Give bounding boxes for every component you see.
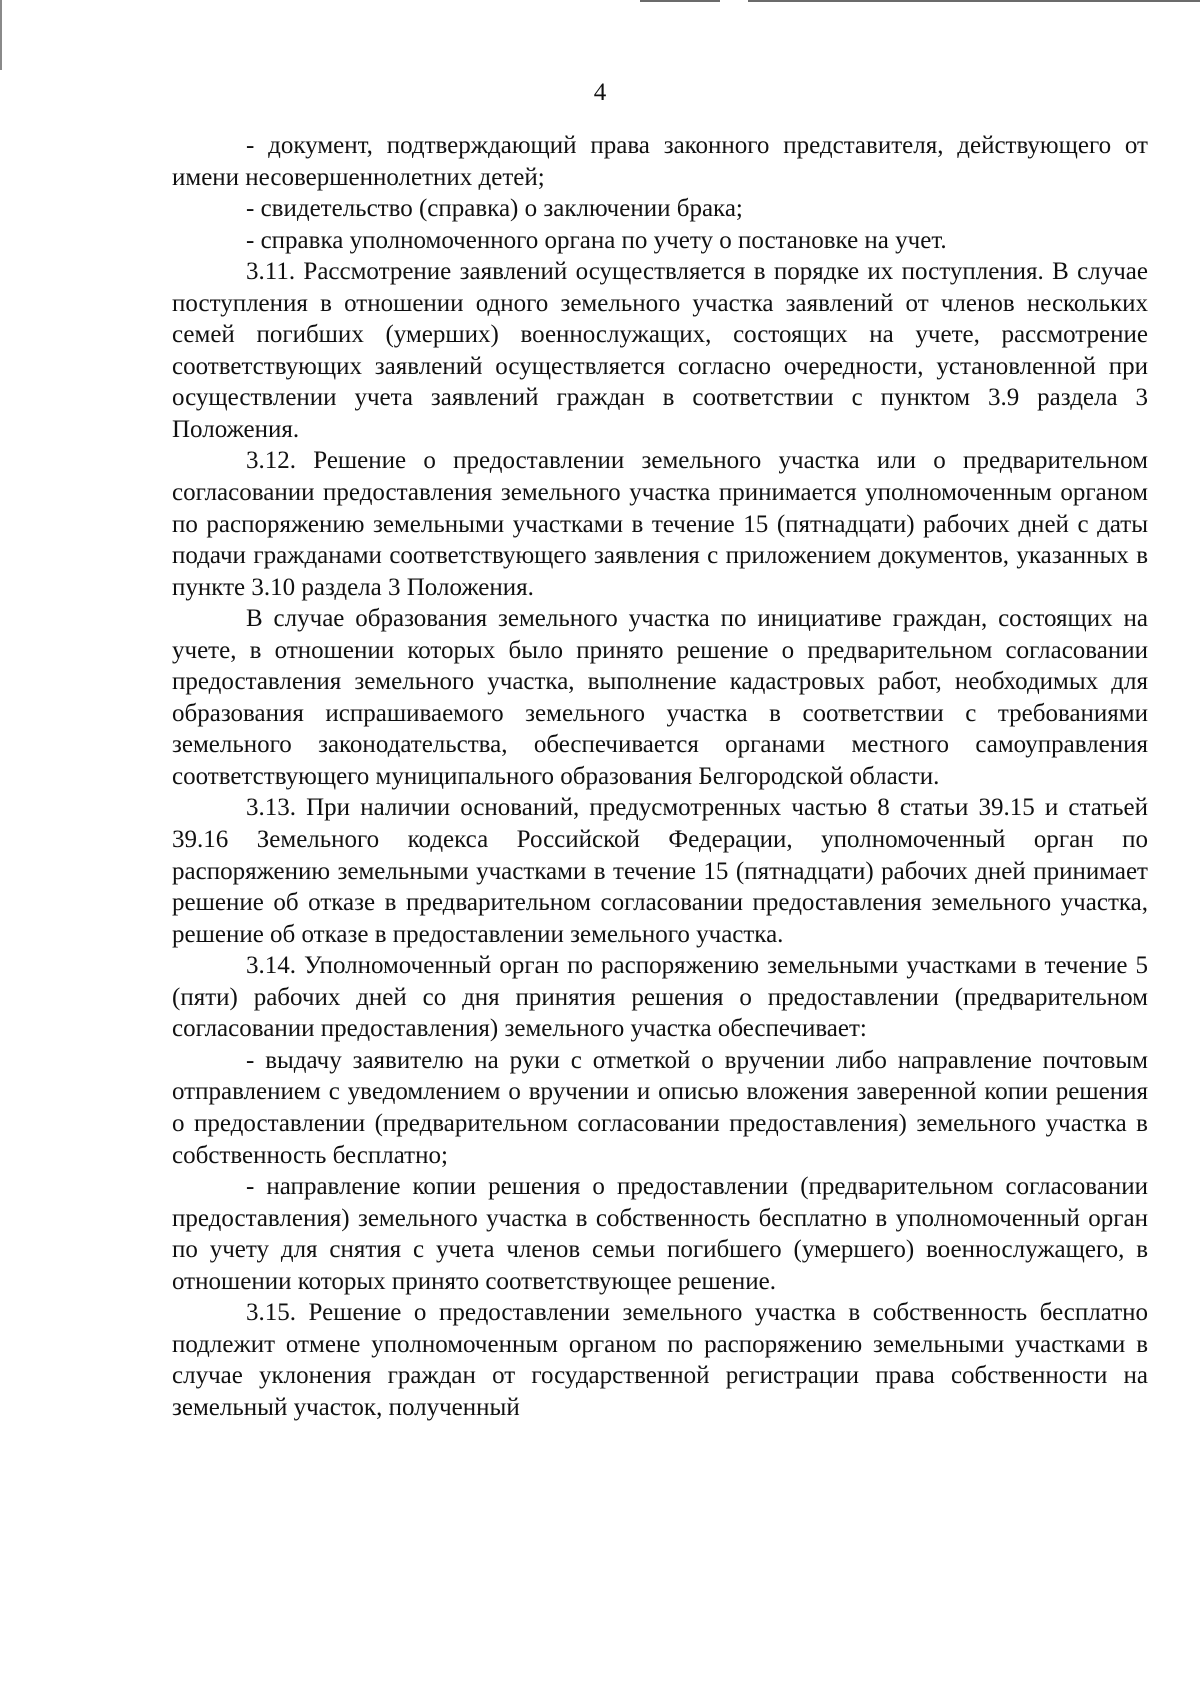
scan-artifact-line bbox=[748, 0, 1200, 2]
page-number: 4 bbox=[593, 79, 607, 106]
document-body bbox=[172, 130, 1148, 1423]
paragraph-marriage-certificate: - свидетельство (справка) о заключении брака; bbox=[246, 195, 743, 223]
paragraph-3-11: 3.11. Рассмотрение заявлений осуществляется в порядке их поступления. В случае поступления в отношении одного земельного участка заявлений от членов нескольких семей погибших (умерших) военнослужащих, состоящих на учете, рассмотрение соответствующих заявлений осуществляется согласно очередности, установленной при осуществлении учета заявлений граждан в соответствии с пунктом 3.9 раздела 3 Положения. bbox=[172, 258, 1148, 443]
paragraph-3-12: 3.12. Решение о предоставлении земельного участка или о предварительном согласовании предоставления земельного участка принимается уполномоченным органом по распоряжению земельными участками в течение 15 (пятнадцати) рабочих дней с даты подачи гражданами соответствующего заявления с приложением документов, указанных в пункте 3.10 раздела 3 Положения. bbox=[172, 447, 1148, 601]
paragraph-registration-certificate: - справка уполномоченного органа по учету о постановке на учет. bbox=[246, 226, 947, 254]
paragraph-3-14: 3.14. Уполномоченный орган по распоряжению земельными участками в течение 5 (пяти) рабочих дней со дня принятия решения о предоставлении (предварительном согласовании предоставления) земельного участка обеспечивает: bbox=[172, 952, 1148, 1043]
paragraph-3-15: 3.15. Решение о предоставлении земельного участка в собственность бесплатно подлежит отмене уполномоченным органом по распоряжению земельными участками в случае уклонения граждан от государственной регистрации права собственности на земельный участок, полученный bbox=[172, 1299, 1148, 1421]
paragraph-representative-document: - документ, подтверждающий права законного представителя, действующего от имени несовершеннолетних детей; bbox=[172, 132, 1148, 191]
scan-artifact-line bbox=[640, 0, 720, 2]
paragraph-3-13: 3.13. При наличии оснований, предусмотренных частью 8 статьи 39.15 и статьей 39.16 Земельного кодекса Российской Федерации, уполномоченный орган по распоряжению земельными участками в течение 15 (пятнадцати) рабочих дней принимает решение об отказе в предварительном согласовании предоставления земельного участка, решение об отказе в предоставлении земельного участка. bbox=[172, 794, 1148, 948]
paragraph-3-12-continuation: В случае образования земельного участка по инициативе граждан, состоящих на учете, в отношении которых было принято решение о предварительном согласовании предоставления земельного участка, выполнение кадастровых работ, необходимых для образования испрашиваемого земельного участка в соответствии с требованиями земельного законодательства, обеспечивается органами местного самоуправления соответствующего муниципального образования Белгородской области. bbox=[172, 605, 1148, 790]
paragraph-3-14-item-copy: - направление копии решения о предоставлении (предварительном согласовании предоставления) земельного участка в собственность бесплатно в уполномоченный орган по учету для снятия с учета членов семьи погибшего (умершего) военнослужащего, в отношении которых принято соответствующее решение. bbox=[172, 1173, 1148, 1295]
paragraph-3-14-item-delivery: - выдачу заявителю на руки с отметкой о вручении либо направление почтовым отправлением с уведомлением о вручении и описью вложения заверенной копии решения о предоставлении (предварительном согласовании предоставления) земельного участка в собственность бесплатно; bbox=[172, 1046, 1148, 1169]
scan-artifact-edge bbox=[0, 0, 2, 70]
